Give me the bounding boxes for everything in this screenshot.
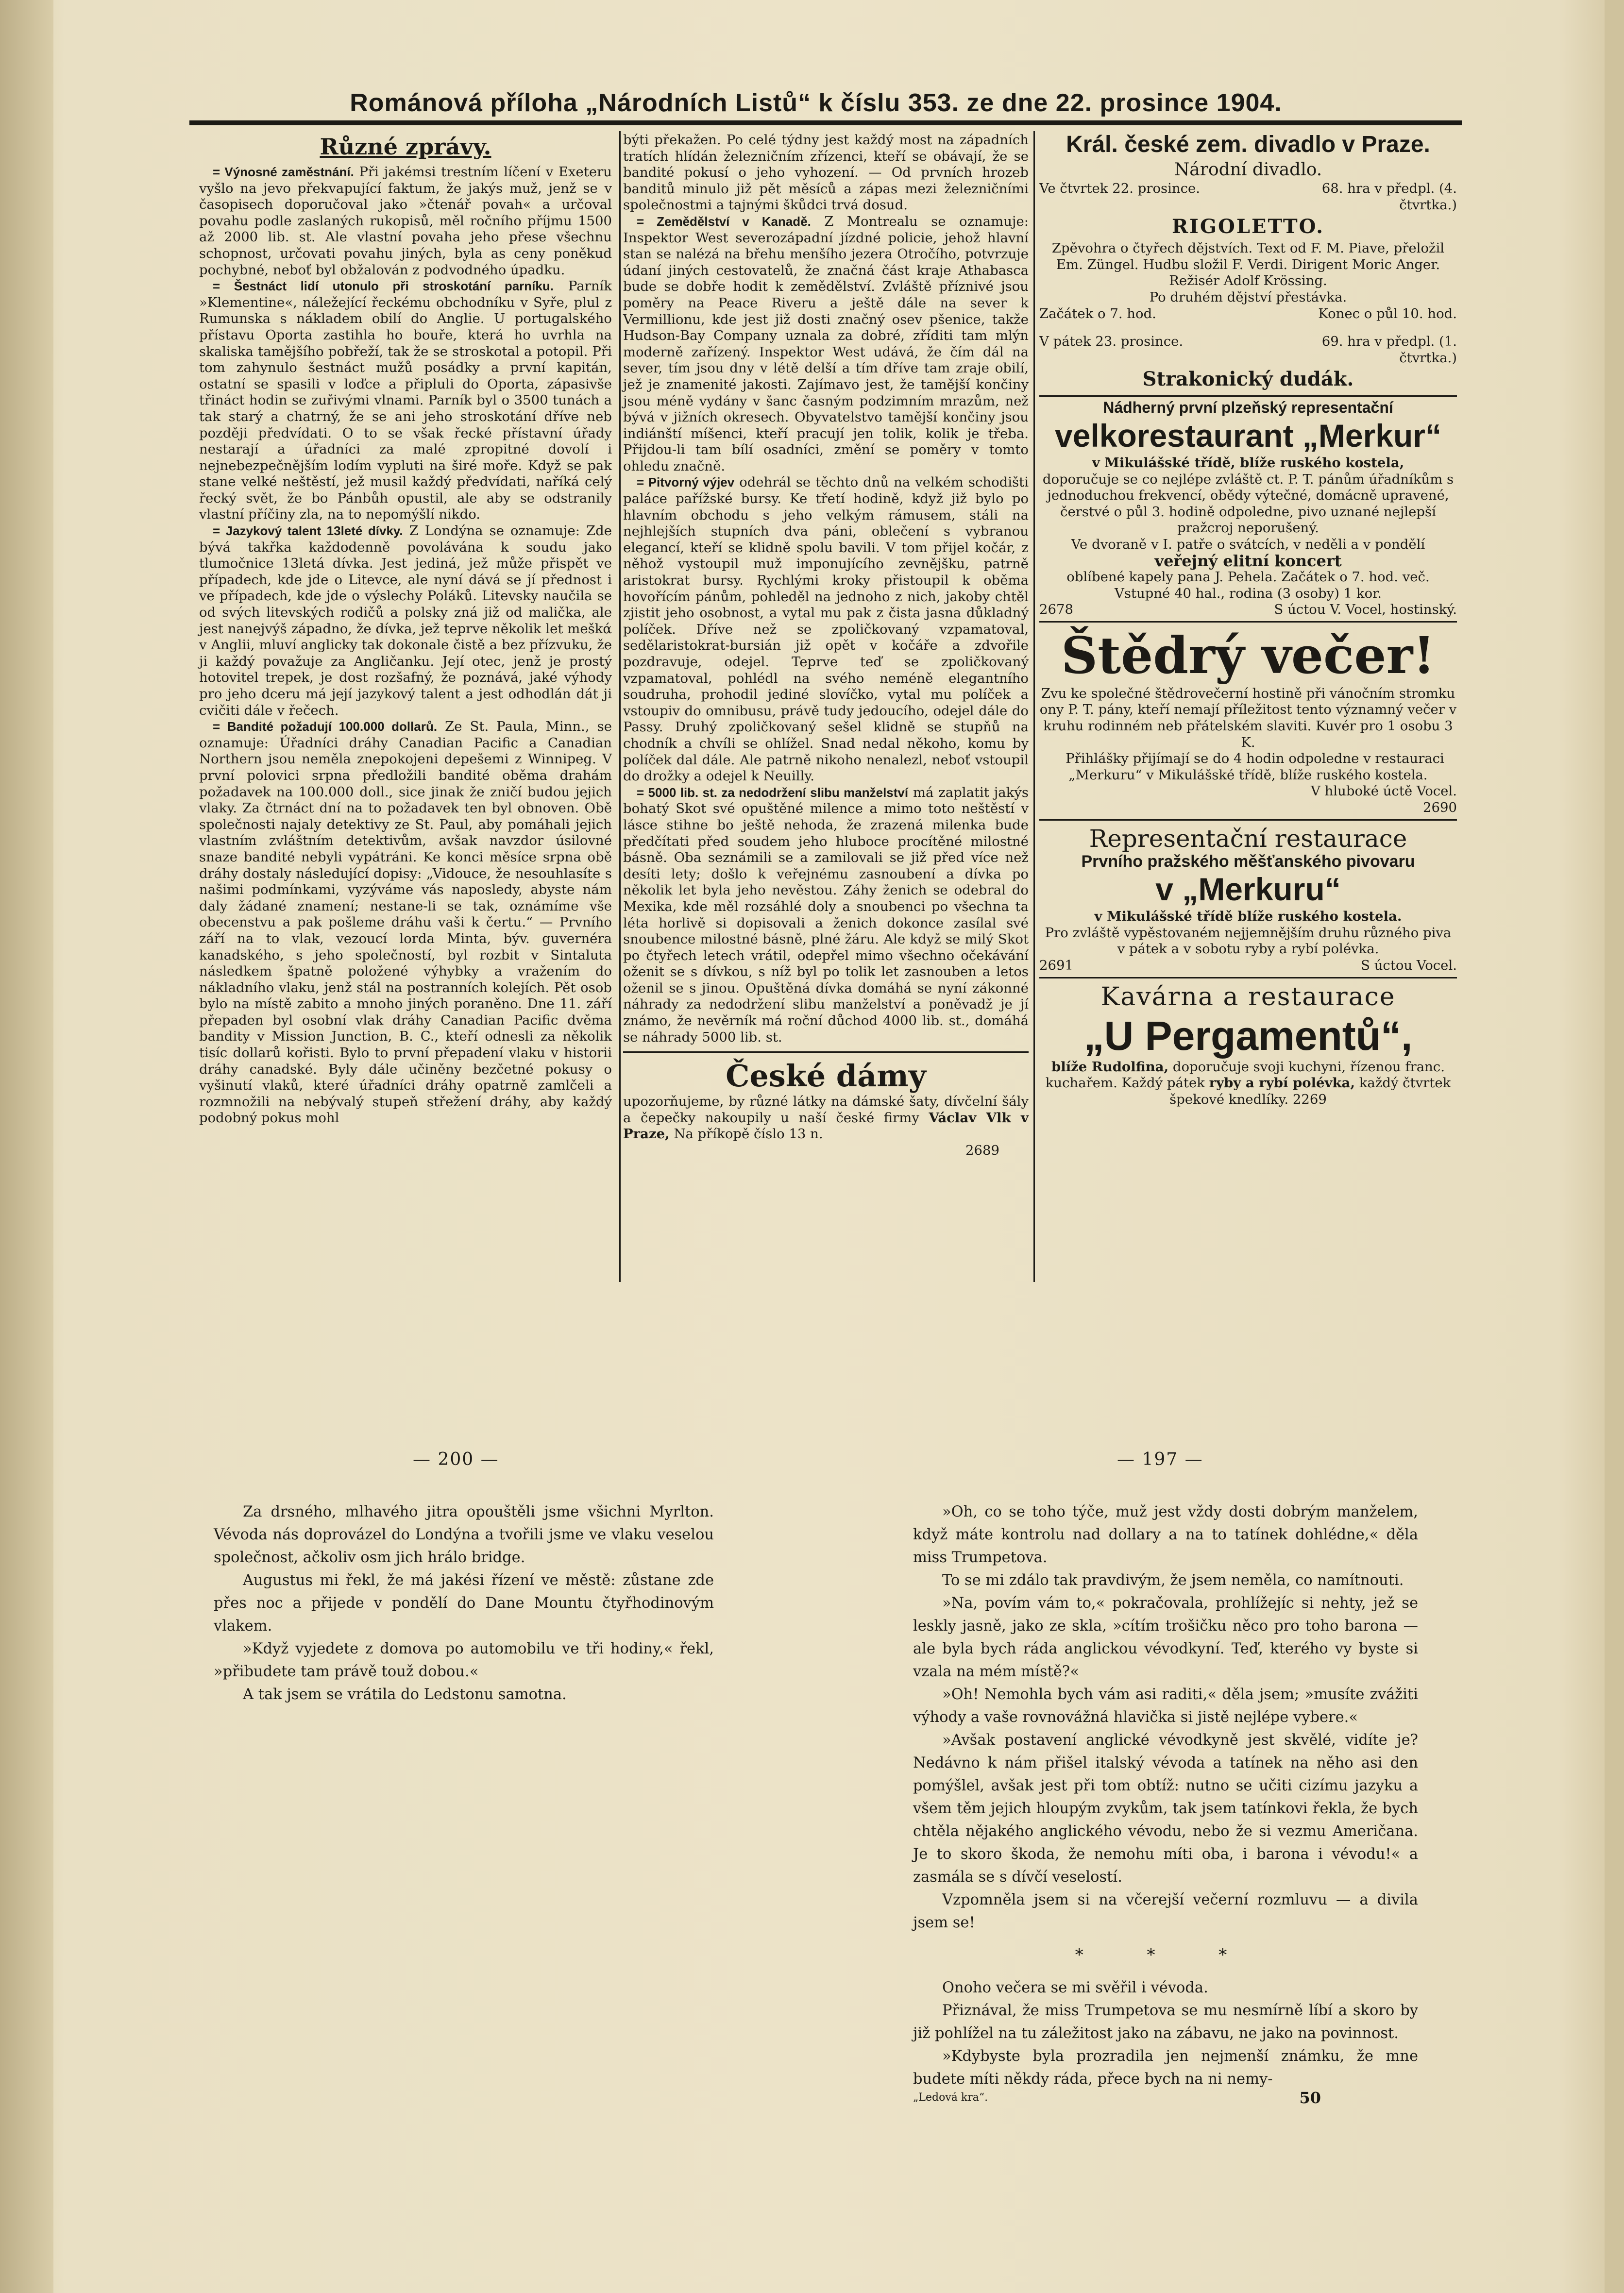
ad-kavarna: Kavárna a restaurace „U Pergamentů“, blíže Rudolfina, doporučuje svoji kuchyni, řízenou franc. kuchařem. Každý pátek ryby a rybí polévka, každý čtvrtek špekové knedlíky. 2269 (1045, 982, 1451, 1107)
theatre-sub: Národní divadlo. (1174, 160, 1322, 180)
ad-rule (1039, 621, 1457, 623)
news-item: = Pitvorný výjev odehrál se těchto dnů na velkém schodišti paláce pařížské bursy. Ke třetí hodině, když již bylo po hlavním obchodu s jeho velkým rámusem, stáli na nejhlejších stupních dva páni, oblečení s vybranou elegancí, kteří se klidně spolu bavili. V tom přijel kočár, z něhož vystoupil muž imponujícího zevnějšku, patrně aristokrat bursy. Rychlými kroky přistoupil k oběma hovořícím pánům, pohleděl na jednoho z nich, jakoby chtěl zjistit jeho osobnost, a vytal mu pak z čista jasna důkladný políček. Dříve než se zpoličkovaný vzpamatoval, sedělaristokrat-bursián již opět v kočáře a zdvořile pozdravuje, odejel. Teprve teď se zpoličkovaný vzpamatoval, pohlédl na svého neméně elegantního soudruha, prohodil jediné slovíčko, vytal mu políček a vstoupiv do omnibusu, právě tudy jedoucího, odejel dále do Passy. Druhý zpoličkovaný sešel klidně se stupňů na chodník a chvíli se ohlížel. Snad nedal někoho, komu by políček dal dále. Ale patrně nikoho nenalezl, neboť vstoupil do drožky a odejel k Neuilly. (623, 474, 1029, 784)
column-divider (1033, 131, 1035, 1282)
ad-number: 2689 (965, 1143, 999, 1159)
stedry-title: Štědrý večer! (1061, 625, 1435, 685)
news-item: = Jazykový talent 13leté dívky. Z Londýna se oznamuje: Zde bývá takřka každodenně povolávána k soudu jako tlumočnice 13letá dívka. Jest jediná, jež může přispět ve případech, kde jde o Litevce, ale nyní dává se jí přednost i ve případech, kde jde o výslechy Poláků. Litevsky naučila se od svých litevských rodičů a polsky zná již od malička, ale jest nanejvýš západno, že dívka, jež teprve několik let meškά v Anglii, mluví anglicky tak dokonale čistě a bez přízvuku, že ji každý považuje za Angličanku. Její otec, jenž je prostý hotovitel trepek, je dost rozšafný, že poznává, jaké výhody pro jeho dceru má její jazykový talent a jest odhodlán dát ji cvičiti dále v řečech. (199, 523, 612, 718)
section-break: * * * (1075, 1945, 1256, 1965)
theatre-opera: RIGOLETTO. (1171, 215, 1325, 238)
news-item: = Zemědělství v Kanadě. Z Montrealu se oznamuje: Inspektor West severozápadní jízdné policie, jehož hlavní stan se nalézá na břehu menšího jezera Otročího, potvrzuje údaní jiných cestovatelů, že značná část kraje Athabasca bude se dobře hodit k zemědělství. Zvláště příznivé jsou poměry na Peace Riveru a ještě dále na sever k Vermillionu, kde jest již dosti značný osev pšenice, takže Hudson-Bay Company uznala za dobré, zříditi tam mlýn moderně zařízený. Inspektor West udává, že čím dál na sever, tím jsou dny v létě delší a tím dříve tam zraje obilí, jež je znamenité jakosti. Zajímavo jest, že tamější končiny jsou méně vydány v šanc časným podzimním mrazům, než bývá v jižních okresech. Obyvatelstvo tamější končiny jsou indiánští míšenci, kteří pracují jen tolik, kolik je třeba. Přijdou-li tam bílí osadníci, změní se poměry v tomto ohledu značně. (623, 213, 1029, 474)
book-binding (0, 0, 53, 2293)
merkur-title: velkorestaurant „Merkur“ (1055, 417, 1441, 454)
news-item: býti překažen. Po celé týdny jest každý most na západních tratích hlídán železničním zřízenci, kteří se obávají, že se bandité pokusí o jeho vyhození. — Od prvních hrozeb banditů minulo již pět měsíců a zápas mezi železničními společnostmi a tajnými škůdci trvá dosud. (623, 132, 1029, 213)
theatre-opera-2: Strakonický dudák. (1142, 368, 1354, 391)
ad-rule (623, 1051, 1029, 1053)
page-number-left: — 200 — (413, 1450, 499, 1469)
page-footer: „Ledová kra“. 50 (913, 2089, 1321, 2107)
theatre-title: Král. české zem. divadlo v Praze. (1066, 132, 1430, 157)
ad-title: České dámy (726, 1058, 926, 1094)
ad-representacni: Representační restaurace Prvního pražského měšťanského pivovaru v „Merkuru“ v Mikulášské třídě blíže ruského kostela. Pro zvláště vypěstovaném nejjemnějším druhu různého piva v pátek a v sobotu ryby a rybí polévka. 2691 S úctou Vocel. (1039, 824, 1457, 973)
page-number-right: — 197 — (1117, 1450, 1203, 1469)
column-news-1 (199, 132, 612, 1127)
news-item: = Šestnáct lidí utonulo při stroskotání parníku. Parník »Klementine«, náležející řeckému obchodníku v Syře, plul z Rumunska s nákladem obilí do Anglie. U portugalského přístavu Oporta zastihla ho bouře, která ho uvrhla na skaliska tamějšího pobřeží, tak že se stroskotal a potopil. Při tom zahynulo šestnáct mužů posádky a první kapitán, ostatní se spasili v loďce a připluli do Oporta, zápasivše třináct hodin se zuřivými vlnami. Parník byl o 3500 tunách a tak starý a chatrný, že se ani jeho stroskotání dříve neb později předvídati. O to se však řecké přístavní úřady nestarají a úřadníci za malé zpropitné dovolí i nejnebezpečnějším lodím vypluti na širé moře. Když se pak stane velké neštěstí, jež musil každý předvídati, naříká celý řecký svět, že bo Pánbůh opustil, ale aby se odstranily vlastní příčiny zla, na to nepomýšlí nikdo. (199, 278, 612, 523)
news-item: = Výnosné zaměstnání. Při jakémsi trestním líčení v Exeteru vyšlo na jevo překvapující faktum, že jakýs muž, jenž se v časopisech doporučoval jako »čtenář povah« a určoval povahu podle zaslaných rukopisů, měl ročního příjmu 1500 až 2000 lib. st. Ale vlastní povaha jeho přese všechnu schopnost, určovati povahu jiných, byla as ceny poněkud pochybné, neboť byl obžalován z podvodného úpadku. (199, 164, 612, 278)
page-edge (1605, 0, 1624, 2293)
story-right: »Oh, co se toho týče, muž jest vždy dosti dobrým manželem, když máte kontrolu nad dollary a na to tatínek dohlédne,« děla miss Trumpetova. To se mi zdálo tak pravdivým, že jsem neměla, co namítnouti. »Na, povím vám to,« pokračovala, prohlížejíc si nehty, jež se leskly jasně, jako ze skla, »cítím trošičku něco pro toho barona — ale byla bych ráda anglickou vévodkyní. Teď, kterého vy byste si vzala na mém místě?« »Oh! Nemohla bych vám asi raditi,« děla jsem; »musíte zvážiti výhody a vaše rovnovážná hlavička si jistě nejlépe vybere.« »Avšak postavení anglické vévodkyně jest skvělé, vidíte je? Nedávno k nám přišel italský vévoda a tatínek na něho asi den pomýšlel, avšak jest při tom obtíž: nutno se učiti cizímu jazyku a všem těm jejich hloupým zvykům, tak jsem tatínkovi řekla, že bych chtěla nějakého anglického vévodu, nebo že si vezmu Američana. Je to skoro škoda, že nemohu míti oba, i barona i vévodu!« a zasmála se s dívčí veselostí. Vzpomněla jsem si na včerejší večerní rozmluvu — a divila jsem se! * * * Onoho večera se mi svěřil i vévoda. Přiznával, že miss Trumpetova se mu nesmírně líbí a skoro by již pohlížel na tu záležitost jako na zábavu, ne jako na povinnost. »Kdybyste byla prozradila jen nejmenší známku, že mne budete míti někdy ráda, přece bych na ni nemy- „Ledová kra“. 50 (913, 1503, 1418, 2107)
news-item: = Bandité požadují 100.000 dollarů. Ze St. Paula, Minn., se oznamuje: Úřadníci dráhy Canadian Pacific a Canadian Northern jsou neměla znepokojeni depešemi z Winnipeg. V první polovici srpna předložili bandité oběma drahám požadavek na 100.000 doll., sice jinak že zničí budou jejich vlaky. Za čtrnáct dní na to požadavek ten byl obnoven. Obě společnosti najaly detektivy ze St. Paul, aby pomáhali jejich vlastním zvláštním detektivům, avšak navzdor úsilovné snaze bandité nebyli vypátráni. Ke konci měsíce srpna obě dráhy dostaly následující dopisy: „Vidouce, že nesouhlasíte s našimi podmínkami, vyzýváme vás naposledy, abyste nám daly žádané znamení; nestane-li se tak, oznámíme vše obecenstvu a pak pošleme dráhu vaši k čertu.“ — Prvního září na to vlak, vezoucí lorda Minta, býv. guvernéra kanadského, s jeho společností, byl rozbit v Sintaluta následkem špatně položené výhybky a vražením do nákladního vlaku, jenž stál na postranních kolejích. Pět osob bylo na místě zabito a mnoho jiných poraněno. Dne 11. září přepaden byl osobní vlak dráhy Canadian Pacific dvěma bandity v Mission Junction, B. C., kteří odnesli za několik tisíc dollarů kořisti. Bylo to první přepadení vlaku v historii dráhy canadské. Byly dále učiněny bezčetné pokusy o vyšinutí vlaků, které úřadníci dráhy opatrně zamlčeli a rozmnožili na nebývalý stupeň střežení dráhy, aby každý podobný pokus mohl (199, 719, 612, 1126)
ad-ceske-damy: České dámy upozorňujeme, by různé látky na dámské šaty, dívčelní šály a čepečky nakoupily u naší české firmy Václav Vlk v Praze, Na příkopě číslo 13 n. 2689 (623, 1058, 1029, 1159)
masthead-rule (189, 120, 1462, 125)
ad-merkur: Nádherný první plzeňský representační velkorestaurant „Merkur“ v Mikulášské třídě, blíže ruského kostela, doporučuje se co nejlépe zvláště ct. P. T. pánům úřadníkům s jednoduchou frekvencí, obědy výtečné, domácně upravené, čerstvé o půl 3. hodině odpoledne, pivo uznané nejlepší pražcroj neporušený. Ve dvoraně v I. patře o svátcích, v neděli a v pondělí veřejný elitní koncert oblíbené kapely pana J. Pehela. Začátek o 7. hod. več. Vstupné 40 hal., rodina (3 osoby) 1 kor. 2678 S úctou V. Vocel, hostinský. (1039, 399, 1457, 618)
news-heading: Různé zprávy. (320, 134, 491, 160)
news-item: = 5000 lib. st. za nedodržení slibu manželství má zaplatit jakýs bohatý Skot své opuštěné milence a mimo toto neštěstí v lásce stihne bo ještě nehoda, že zrazená milenka bude předčítati před soudem jeho hluboce procítěné milostné básně. Oba seznámili se a zamilovali se již před více než desíti lety; došlo k veřejnému zasnoubení a dívka po několik let byla jeho nevěstou. Záhy ženich se odebral do Mexika, kde měl rozsáhlé doly a snoubenci po všechna ta léta horlivě si dopisovali a ženich dokonce zasílal své snoubence milostné básně, plné žáru. Ale když se milý Skot po čtyřech letech vrátil, odepřel mimo všechno očekávání oženit se s dívkou, s níž byl po tolik let zasnouben a letos oženil se s jinou. Opuštěná dívka domáhá se nyní zákonné náhrady za nedodržení slibu manželství a poněvadž je jí známo, že nevěrník má roční důchod 4000 lib. st., domáhá se náhrady 5000 lib. st. (623, 784, 1029, 1045)
masthead: Románová příloha „Národních Listů“ k číslu 353. ze dne 22. prosince 1904. (350, 89, 1282, 117)
column-ads (1039, 130, 1457, 1108)
ad-rule (1039, 977, 1457, 978)
column-news-2 (623, 132, 1029, 1159)
story-left: Za drsného, mlhavého jitra opouštěli jsme všichni Myrlton. Vévoda nás doprovázel do Londýna a tvořili jsme ve vlaku veselou společnost, ačkoliv osm jich hrálo bridge. Augustus mi řekl, že má jakési řízení ve městě: zůstane zde přes noc a přijede v pondělí do Dane Mountu čtyřhodinovým vlakem. »Když vyjedete z domova po automobilu ve tři hodiny,« řekl, »přibudete tam právě touž dobou.« A tak jsem se vrátila do Ledstonu samotna. (214, 1503, 714, 1703)
ad-rule (1039, 395, 1457, 397)
ad-stedry-vecer: Štědrý večer! Zvu ke společné štědrovečerní hostině při vánočním stromku ony P. T. pány, kteří nemají příležitost tento významný večer v kruhu rodinném neb přátelském slaviti. Kuvér pro 1 osobu 3 K. Přihlášky přijímají se do 4 hodin odpoledne v restauraci „Merkuru“ v Mikulášské třídě, blíže ruského kostela. V hluboké úctě Vocel. 2690 (1039, 625, 1457, 816)
ad-theatre: Král. české zem. divadlo v Praze. Národní divadlo. Ve čtvrtek 22. prosince. 68. hra v předpl. (4. čtvrtka.) RIGOLETTO. Zpěvohra o čtyřech dějstvích. Text od F. M. Piave, přeložil Em. Züngel. Hudbu složil F. Verdi. Dirigent Moric Anger. Režisér Adolf Krössing. Po druhém dějství přestávka. Začátek o 7. hod. Konec o půl 10. hod. V pátek 23. prosince. 69. hra v předpl. (1. čtvrtka.) Strakonický dudák. (1039, 130, 1457, 392)
ad-rule (1039, 819, 1457, 821)
column-divider (619, 131, 621, 1282)
